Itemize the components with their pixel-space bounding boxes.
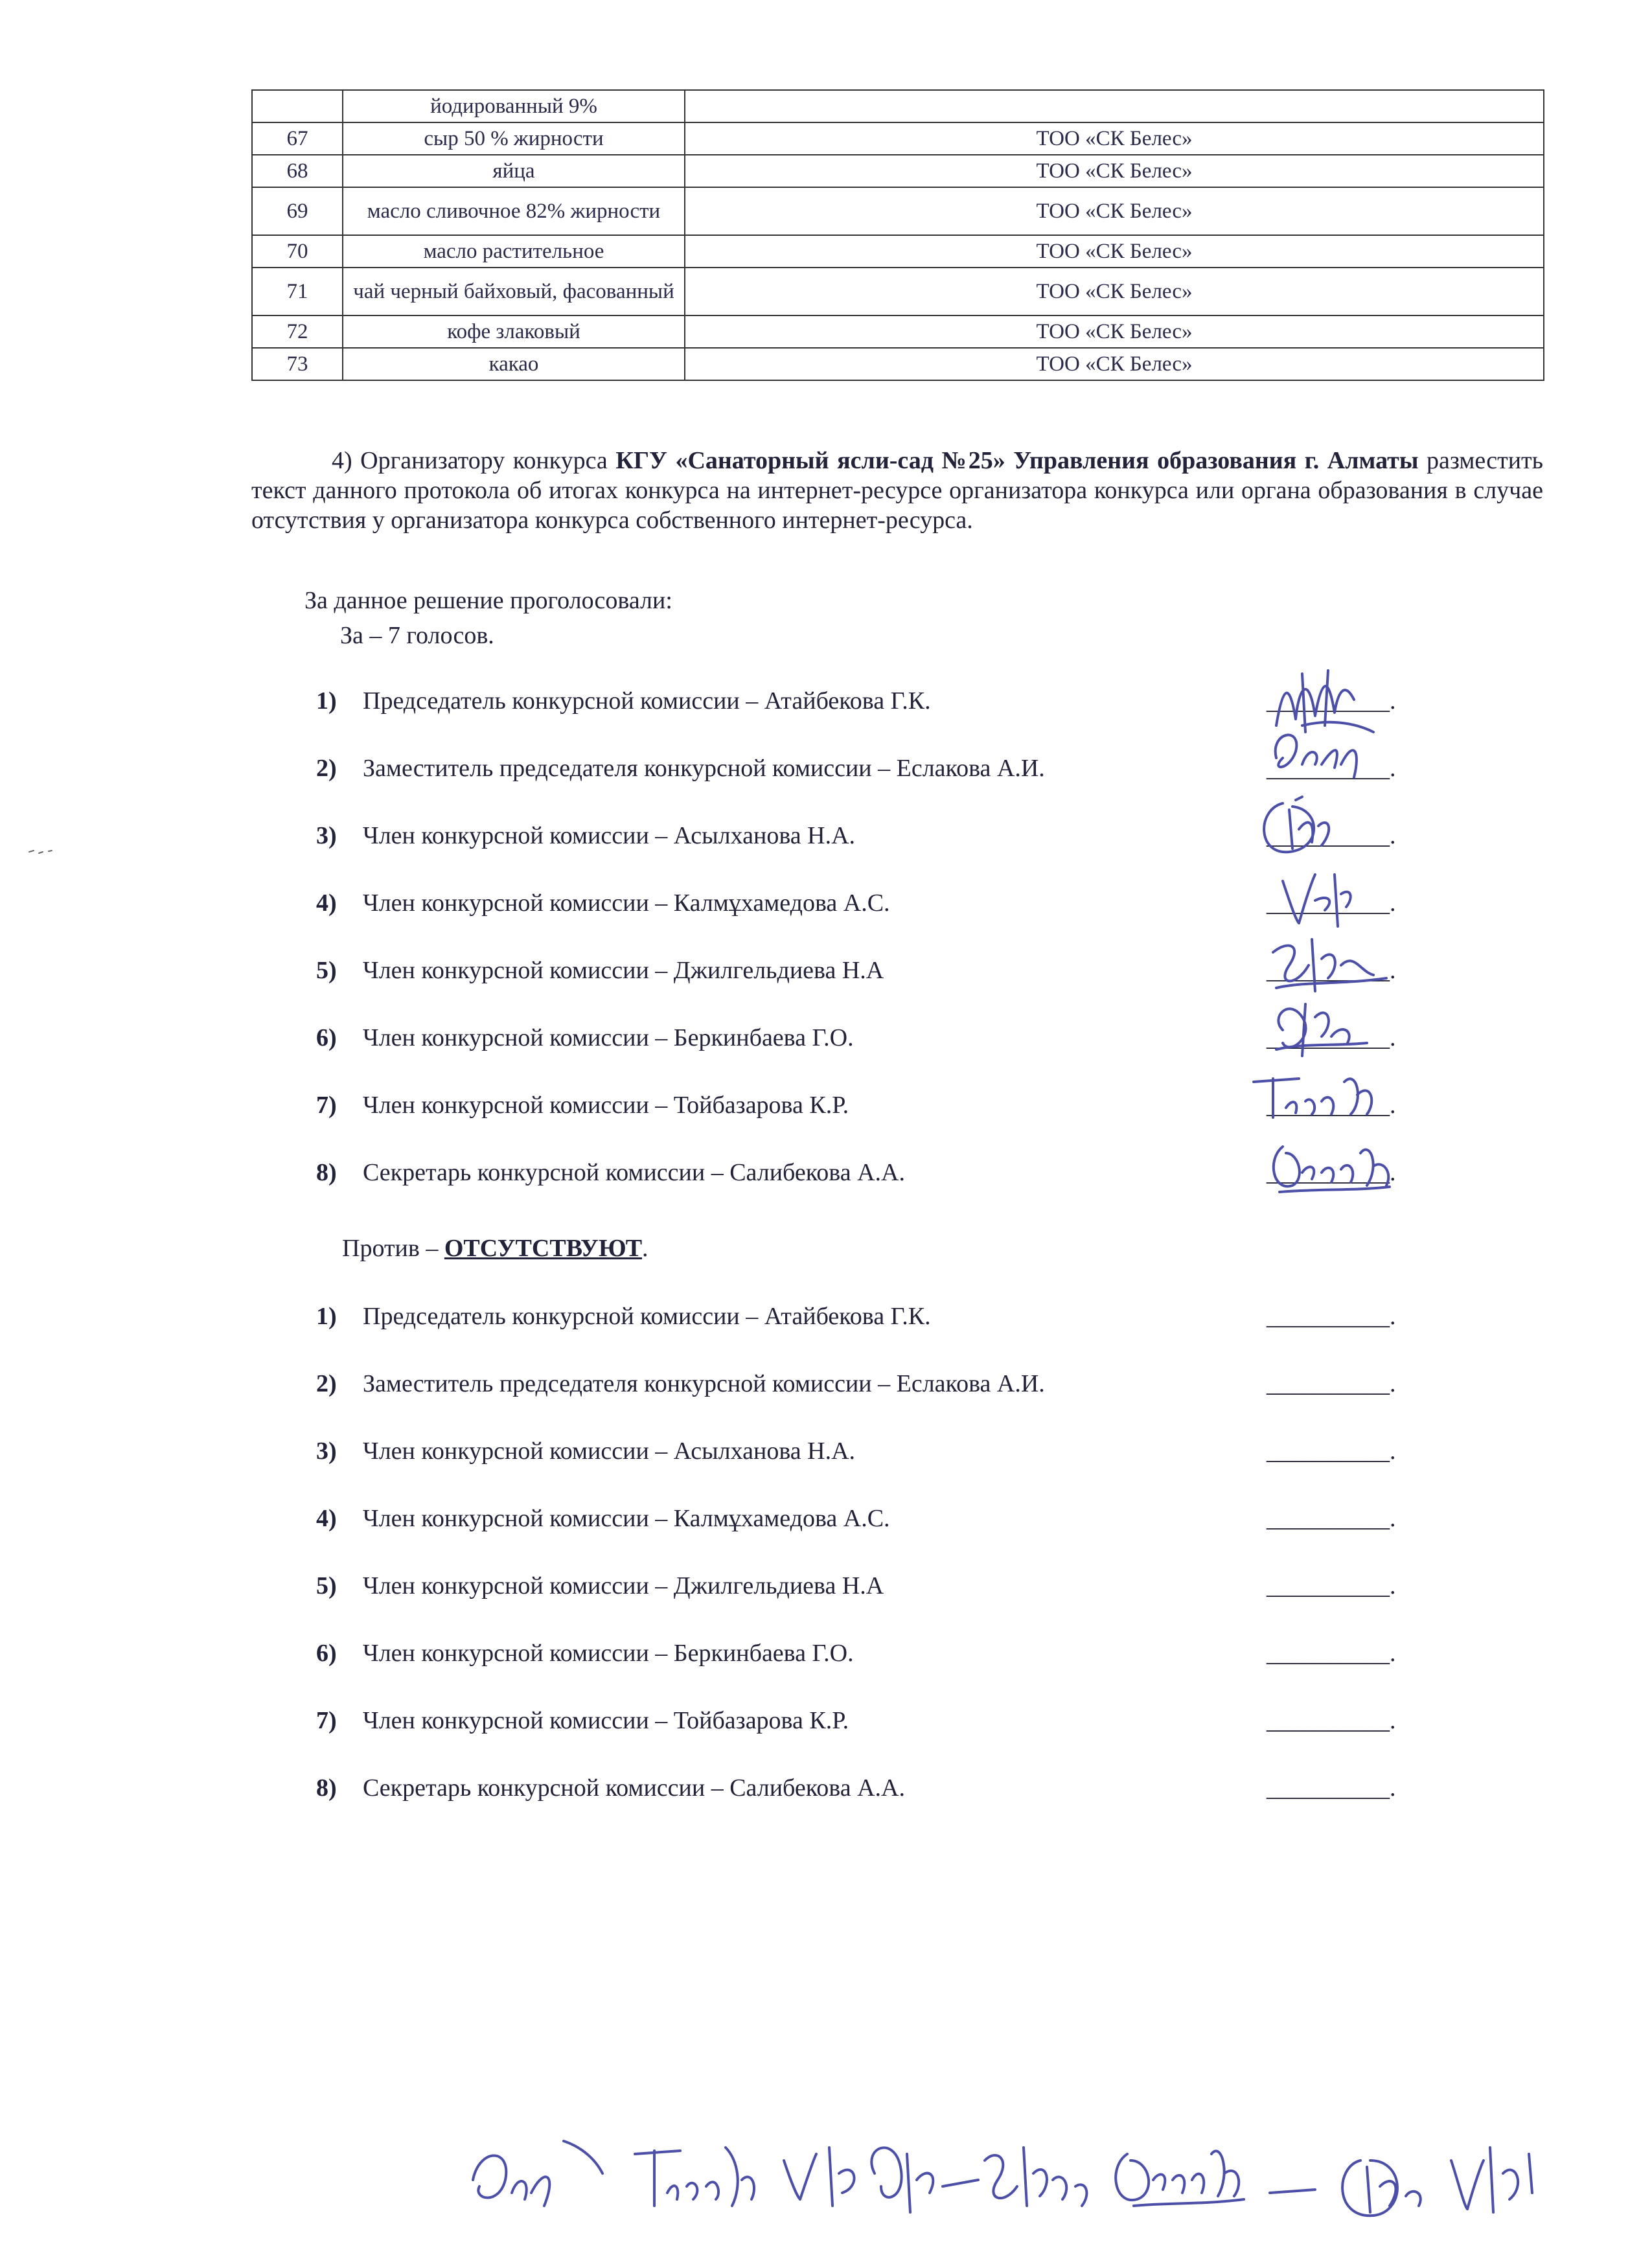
against-signature-blank: __________. — [1267, 1707, 1396, 1734]
scan-mark — [26, 845, 65, 858]
signature-3 — [1257, 790, 1386, 862]
cell-num — [252, 90, 343, 122]
against-member-number: 6) — [316, 1640, 337, 1667]
cell-product: масло растительное — [343, 235, 685, 268]
cell-num: 68 — [252, 155, 343, 187]
for-member-number: 7) — [316, 1092, 337, 1119]
cell-num: 73 — [252, 348, 343, 380]
cell-product: йодированный 9% — [343, 90, 685, 122]
table-row — [252, 268, 1544, 315]
cell-num: 72 — [252, 315, 343, 348]
cell-product: сыр 50 % жирности — [343, 122, 685, 155]
against-value: ОТСУТСТВУЮТ — [444, 1235, 643, 1262]
for-member-number: 2) — [316, 755, 337, 782]
for-signature-blank: __________. — [1267, 1092, 1396, 1119]
cell-supplier: ТОО «СК Белес» — [685, 235, 1544, 268]
cell-num: 71 — [252, 268, 343, 315]
for-member-number: 6) — [316, 1024, 337, 1051]
for-signature-blank: __________. — [1267, 822, 1396, 849]
for-member-number: 4) — [316, 889, 337, 917]
cell-num: 70 — [252, 235, 343, 268]
against-signature-blank: __________. — [1267, 1370, 1396, 1397]
against-member-text: Член конкурсной комиссии – Калмұхамедова А.С. — [363, 1505, 890, 1532]
cell-product: чай черный байховый, фасованный — [343, 268, 685, 315]
cell-supplier: ТОО «СК Белес» — [685, 348, 1544, 380]
against-member-number: 8) — [316, 1774, 337, 1802]
organizer-name: КГУ «Санаторный ясли-сад №25» Управления образования г. Алматы — [615, 447, 1419, 474]
cell-supplier: ТОО «СК Белес» — [685, 122, 1544, 155]
for-member-text: Член конкурсной комиссии – Беркинбаева Г.О. — [363, 1024, 854, 1051]
against-member-number: 1) — [316, 1303, 337, 1330]
for-member-number: 1) — [316, 687, 337, 715]
table-row — [252, 90, 1544, 122]
signature-4 — [1270, 862, 1399, 933]
against-signature-blank: __________. — [1267, 1303, 1396, 1330]
against-signature-blank: __________. — [1267, 1505, 1396, 1532]
cell-num: 69 — [252, 187, 343, 235]
paragraph-prefix: 4) Организатору конкурса — [332, 447, 616, 474]
cell-num: 67 — [252, 122, 343, 155]
cell-product: масло сливочное 82% жирности — [343, 187, 685, 235]
for-signature-blank: __________. — [1267, 957, 1396, 984]
against-member-text: Член конкурсной комиссии – Тойбазарова К.Р. — [363, 1707, 849, 1734]
for-member-text: Член конкурсной комиссии – Тойбазарова К.Р. — [363, 1092, 849, 1119]
for-signature-blank: __________. — [1267, 889, 1396, 917]
table-row — [252, 155, 1544, 187]
table-row — [252, 187, 1544, 235]
for-signature-blank: __________. — [1267, 687, 1396, 715]
against-member-text: Член конкурсной комиссии – Асылханова Н.А. — [363, 1438, 856, 1465]
against-suffix: . — [642, 1235, 648, 1262]
for-member-number: 8) — [316, 1159, 337, 1186]
against-member-text: Секретарь конкурсной комиссии – Салибекова А.А. — [363, 1774, 905, 1802]
cell-supplier: ТОО «СК Белес» — [685, 268, 1544, 315]
against-member-text: Член конкурсной комиссии – Беркинбаева Г.О. — [363, 1640, 854, 1667]
signature-7 — [1247, 1062, 1403, 1127]
paragraph-suffix: разместить текст данного протокола об итогах конкурса на интернет-ресурсе организатора конкурса или органа образования в случае отсутствия у организатора конкурса собственного интернет-ресурса. — [251, 447, 1543, 534]
for-signature-blank: __________. — [1267, 755, 1396, 782]
against-signature-blank: __________. — [1267, 1438, 1396, 1465]
against-member-text: Заместитель председателя конкурсной комиссии – Еслакова А.И. — [363, 1370, 1045, 1397]
signature-8 — [1267, 1134, 1409, 1198]
against-member-text: Член конкурсной комиссии – Джилгельдиева Н.А — [363, 1572, 884, 1599]
for-member-number: 5) — [316, 957, 337, 984]
vote-intro: За данное решение проголосовали: — [304, 587, 672, 614]
cell-product: яйца — [343, 155, 685, 187]
signature-5 — [1263, 926, 1406, 998]
against-member-number: 5) — [316, 1572, 337, 1599]
table-row — [252, 122, 1544, 155]
against-member-number: 4) — [316, 1505, 337, 1532]
for-member-text: Член конкурсной комиссии – Калмұхамедова А.С. — [363, 889, 890, 917]
against-member-text: Председатель конкурсной комиссии – Атайбекова Г.К. — [363, 1303, 931, 1330]
against-member-number: 3) — [316, 1438, 337, 1465]
cell-product: кофе злаковый — [343, 315, 685, 348]
table-row — [252, 348, 1544, 380]
table-row — [252, 235, 1544, 268]
cell-supplier — [685, 90, 1544, 122]
cell-supplier: ТОО «СК Белес» — [685, 187, 1544, 235]
signature-6 — [1263, 991, 1393, 1062]
against-member-number: 2) — [316, 1370, 337, 1397]
against-signature-blank: __________. — [1267, 1572, 1396, 1599]
for-member-text: Член конкурсной комиссии – Асылханова Н.А. — [363, 822, 856, 849]
bottom-signatures — [466, 2135, 1620, 2238]
against-signature-blank: __________. — [1267, 1774, 1396, 1802]
table-row — [252, 315, 1544, 348]
against-signature-blank: __________. — [1267, 1640, 1396, 1667]
signature-2 — [1263, 719, 1393, 784]
cell-product: какао — [343, 348, 685, 380]
for-signature-blank: __________. — [1267, 1159, 1396, 1186]
against-member-number: 7) — [316, 1707, 337, 1734]
for-member-number: 3) — [316, 822, 337, 849]
against-label: Против – — [342, 1235, 444, 1262]
cell-supplier: ТОО «СК Белес» — [685, 155, 1544, 187]
for-signature-blank: __________. — [1267, 1024, 1396, 1051]
for-member-text: Председатель конкурсной комиссии – Атайбекова Г.К. — [363, 687, 931, 715]
products-table — [251, 89, 1544, 381]
for-member-text: Секретарь конкурсной комиссии – Салибекова А.А. — [363, 1159, 905, 1186]
for-member-text: Член конкурсной комиссии – Джилгельдиева Н.А — [363, 957, 884, 984]
cell-supplier: ТОО «СК Белес» — [685, 315, 1544, 348]
publication-paragraph — [251, 446, 1543, 535]
for-member-text: Заместитель председателя конкурсной комиссии – Еслакова А.И. — [363, 755, 1045, 782]
vote-against — [342, 1233, 648, 1263]
vote-for-count: За – 7 голосов. — [340, 622, 494, 649]
